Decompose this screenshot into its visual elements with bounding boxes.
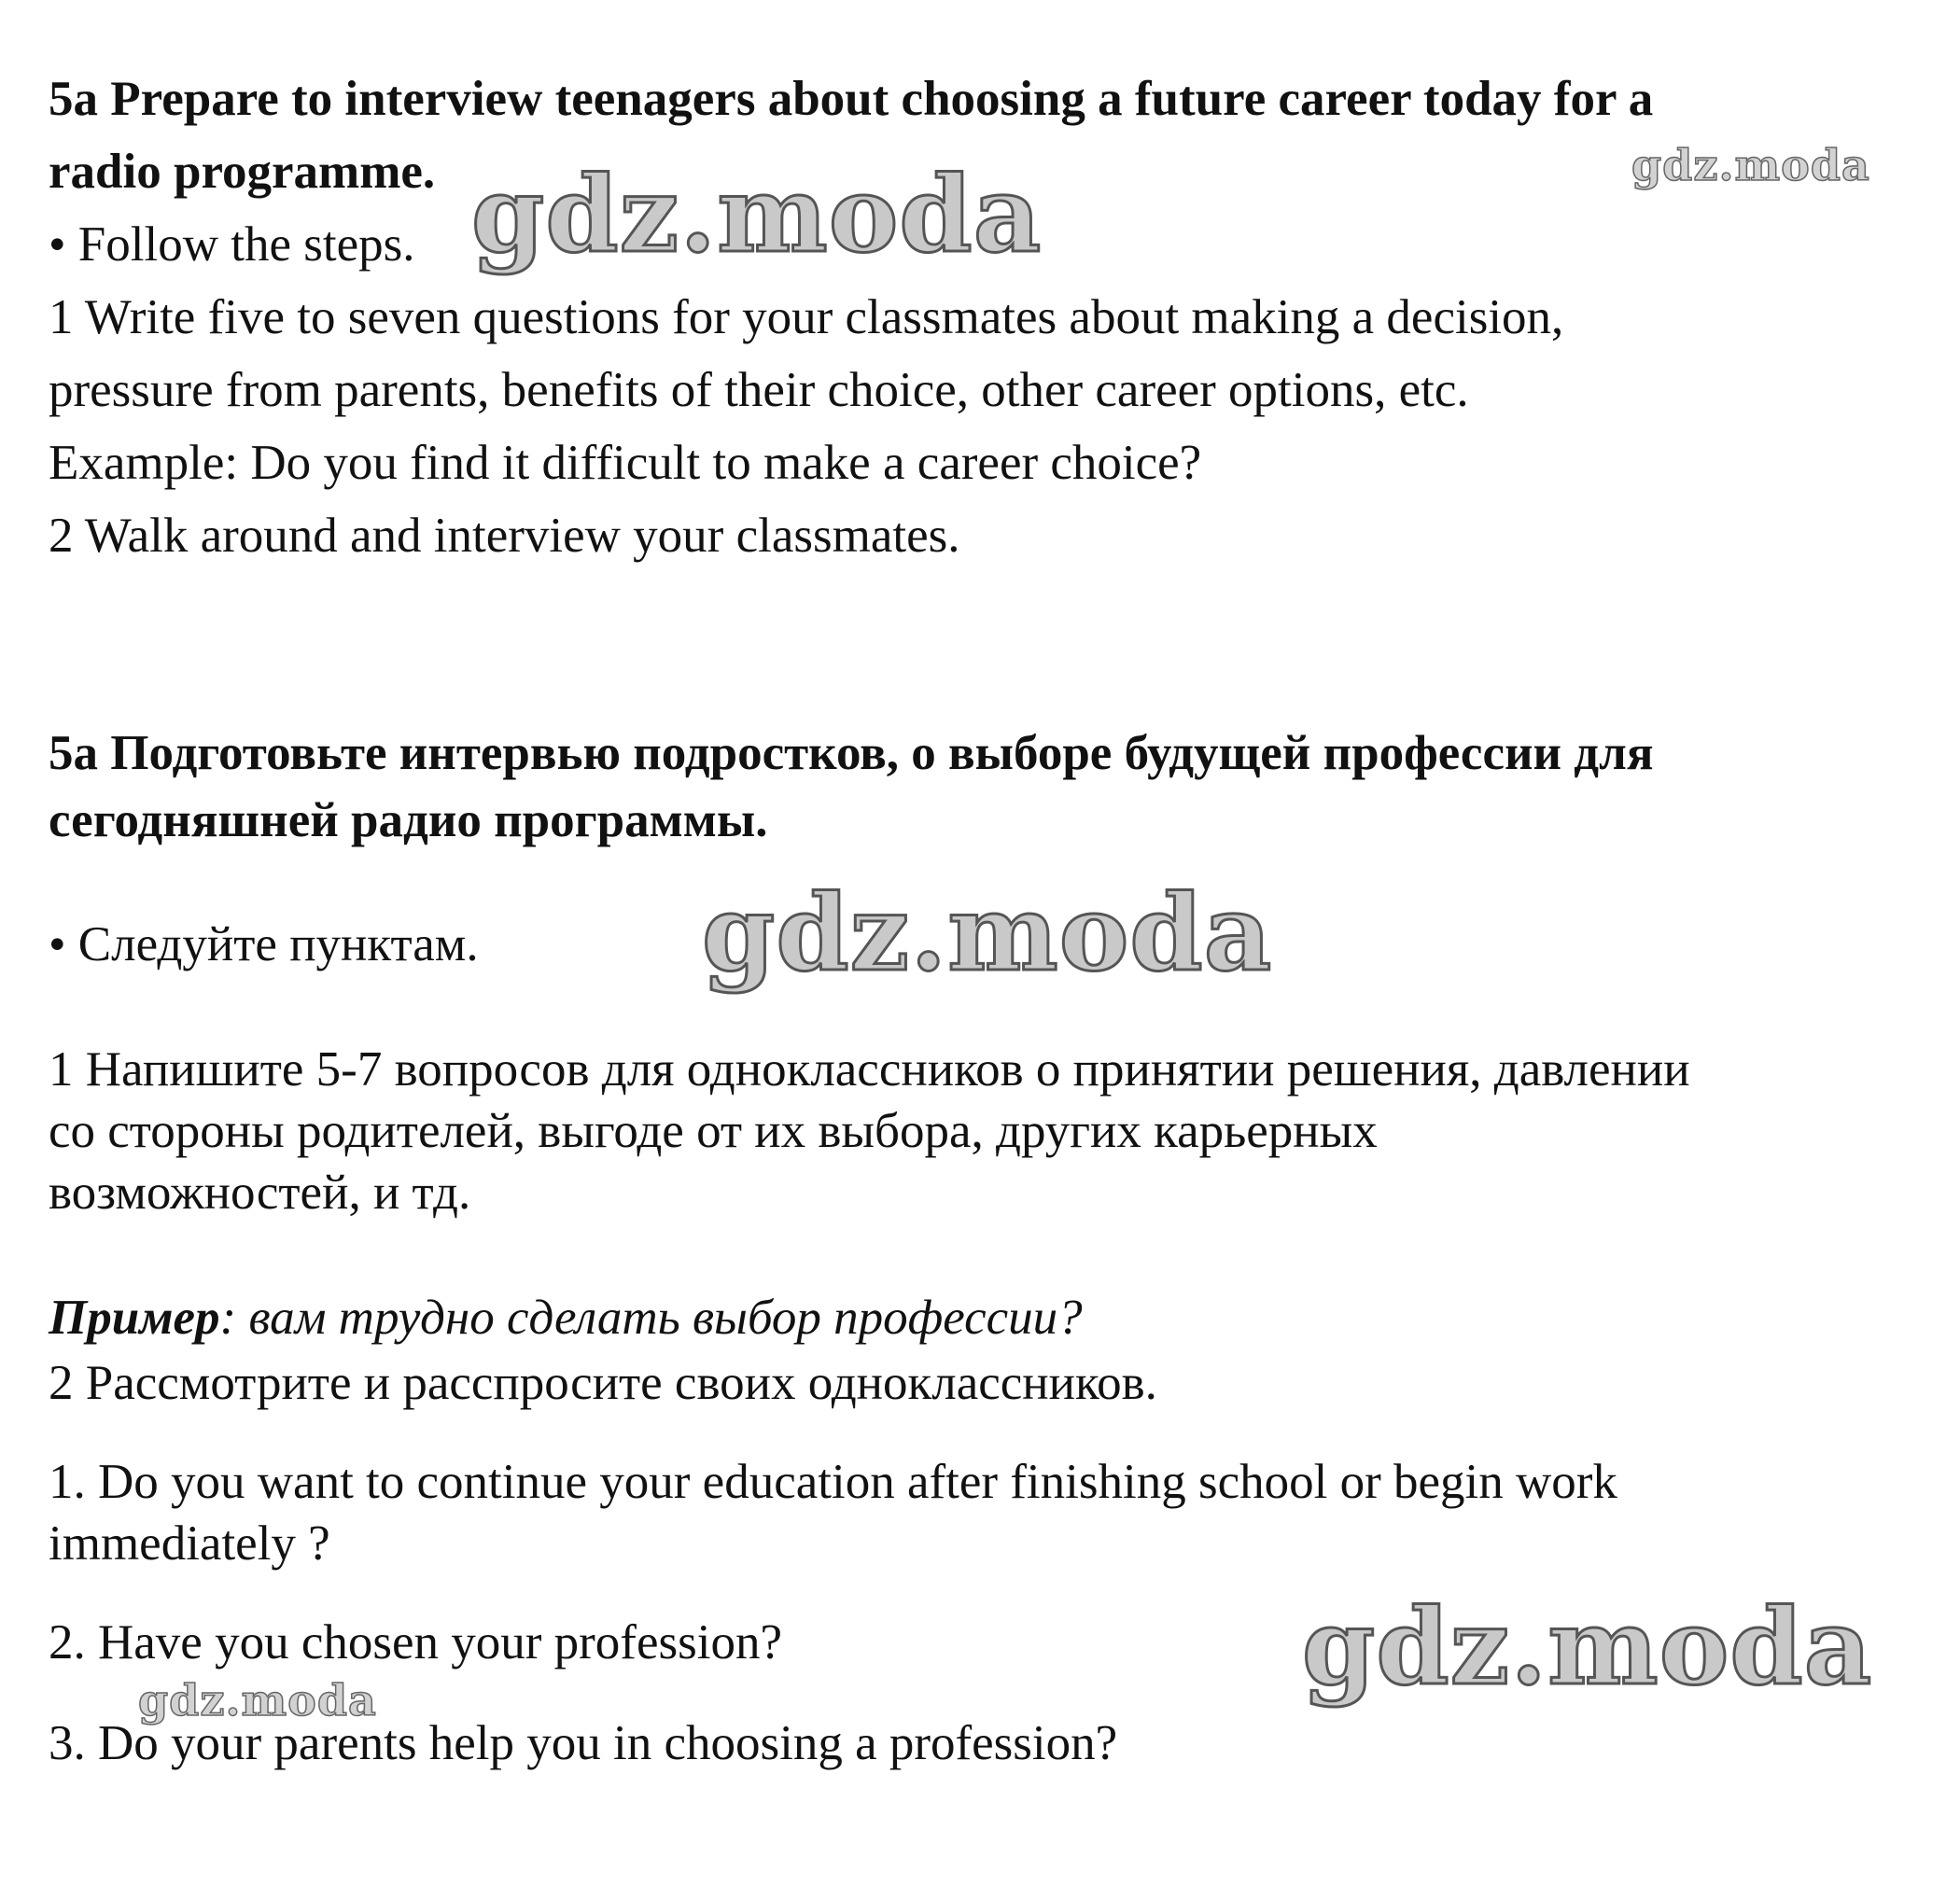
russian-step-1-line-1: 1 Напишите 5-7 вопросов для одноклассников о принятии решения, давлении xyxy=(49,1042,1690,1097)
english-step-1-line-2: pressure from parents, benefits of their choice, other career options, etc. xyxy=(49,363,1469,417)
watermark-top-center: gdz.moda xyxy=(471,154,1043,276)
russian-step-1-line-3: возможностей, и тд. xyxy=(49,1166,471,1220)
english-example: Example: Do you find it difficult to make a career choice? xyxy=(49,436,1202,490)
answer-1-line-2: immediately ? xyxy=(49,1516,330,1571)
answer-1-line-1: 1. Do you want to continue your education after finishing school or begin work xyxy=(49,1455,1617,1509)
answer-3: 3. Do your parents help you in choosing a profession? xyxy=(49,1716,1118,1770)
russian-bullet: • Следуйте пунктам. xyxy=(49,917,479,971)
russian-heading-line-1: 5a Подготовьте интервью подростков, о выборе будущей профессии для xyxy=(49,726,1654,780)
russian-heading-line-2: сегодняшней радио программы. xyxy=(49,793,768,847)
answer-2: 2. Have you chosen your profession? xyxy=(49,1615,782,1669)
english-heading-line-2: radio programme. xyxy=(49,145,436,199)
english-heading-line-1: 5a Prepare to interview teenagers about choosing a future career today for a xyxy=(49,72,1654,126)
watermark-top-right: gdz.moda xyxy=(1631,140,1870,190)
watermark-bottom-right: gdz.moda xyxy=(1302,1586,1873,1709)
russian-step-1-line-2: со стороны родителей, выгоде от их выбора, других карьерных xyxy=(49,1104,1378,1158)
russian-example xyxy=(49,1288,1083,1348)
watermark-middle: gdz.moda xyxy=(702,873,1273,995)
english-step-1-line-1: 1 Write five to seven questions for your classmates about making a decision, xyxy=(49,290,1564,344)
russian-example-text: : вам трудно сделать выбор профессии? xyxy=(219,1291,1083,1345)
russian-step-2: 2 Рассмотрите и расспросите своих одноклассников. xyxy=(49,1356,1157,1410)
english-step-2: 2 Walk around and interview your classmates. xyxy=(49,509,960,563)
russian-example-label: Пример xyxy=(49,1291,220,1345)
english-bullet: • Follow the steps. xyxy=(49,217,415,272)
watermark-bottom-left: gdz.moda xyxy=(138,1675,377,1725)
